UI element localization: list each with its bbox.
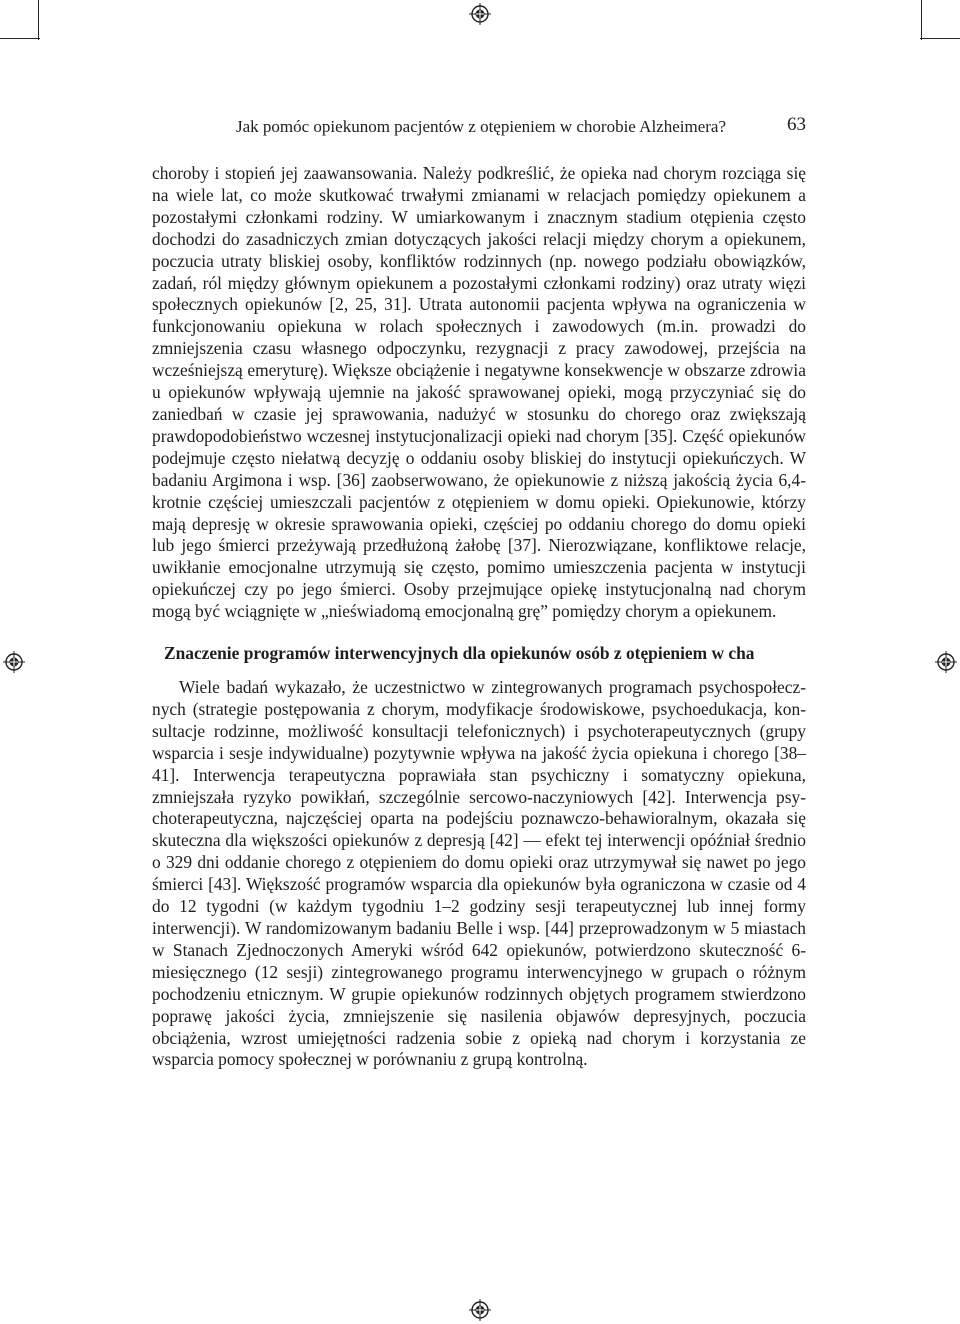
registration-mark-bottom-icon [469, 1299, 491, 1321]
crop-mark-top-left-horizontal [0, 38, 40, 39]
registration-mark-top-icon [469, 3, 491, 25]
registration-mark-right-icon [935, 651, 957, 673]
running-title: Jak pomóc opiekunom pacjentów z otępieniem w chorobie Alzheimera? [236, 117, 727, 136]
crop-mark-top-right-horizontal [920, 38, 960, 39]
crop-mark-top-right [921, 0, 922, 40]
running-header [152, 114, 806, 138]
main-text [152, 163, 806, 1071]
body-paragraph-1: choroby i stopień jej zaawansowania. Należy podkreślić, że opieka nad chorym rozciąga się na wiele lat, co może skutkować trwałymi zmianami w relacjach pomiędzy opiekunem a pozostałymi członkami rodziny. W umiarkowanym i znacznym stadium otępienia często dochodzi do zasadniczych zmian dotyczących jakości relacji między chorym a opiekunem, poczucia utraty bliskiej osoby, konfliktów rodzinnych (np. nowego podziału obowiązków, zadań, ról między głównym opiekunem a pozostałymi członkami rodziny) oraz utraty więzi społecznych opiekunów [2, 25, 31]. Utrata autonomii pacjenta wpływa na ograniczenia w funkcjonowaniu opiekuna w rolach społecznych i zawodowych (m.in. prowadzi do zmniejszenia czasu własnego odpoczynku, rezygnacji z pracy zawodowej, przejścia na wcześniejszą emeryturę). Większe obciążenie i negatywne konsekwencje w obszarze zdrowia u opiekunów wpływają ujemnie na jakość sprawowanej opieki, mogą przyczyniać się do zaniedbań w czasie jej sprawowania, nadużyć w stosunku do chorego oraz zwiększają prawdopodobieństwo wczesnej instytucjonalizacji opieki nad chorym [35]. Część opiekunów podejmuje często niełatwą decyzję o oddaniu osoby bliskiej do instytucji opiekuńczych. W badaniu Argimona i wsp. [36] zaobserwowano, że opiekunowie z niższą jakością życia 6,4-krotnie częściej umieszczali pacjentów z otępieniem w domu opieki. Opiekunowie, którzy mają depresję w okresie sprawowania opieki, częściej po oddaniu chorego do domu opieki lub jego śmierci przeżywają przedłużoną żałobę [37]. Nierozwiązane, konfliktowe relacje, uwikłanie emocjonalne utrzymują się często, pomimo umieszczenia pacjenta w instytucji opiekuńczej czy po jego śmierci. Osoby przejmujące opiekę instytucjonalną nad chorym mogą być wciągnięte w „nieświadomą emocjonalną grę” pomiędzy chorym a opiekunem. [152, 163, 806, 622]
body-paragraph-2: Wiele badań wykazało, że uczestnictwo w zintegrowanych programach psychospołecznych (strategie postępowania z chorym, modyfikacje środowiskowe, psychoedukacja, konsultacje rodzinne, możliwość konsultacji telefonicznych) i psychoterapeutycznych (grupy wsparcia i sesje indywidualne) pozytywnie wpływa na jakość życia opiekuna i chorego [38–41]. Interwencja terapeutyczna poprawiała stan psychiczny i somatyczny opiekuna, zmniejszała ryzyko powikłań, szczególnie sercowo-naczyniowych [42]. Interwencja psychoterapeutyczna, najczęściej oparta na podejściu poznawczo-behawioralnym, okazała się skuteczna dla większości opiekunów z depresją [42] — efekt tej interwencji opóźniał średnio o 329 dni oddanie chorego z otępieniem do domu opieki oraz utrzymywał się nawet po jego śmierci [43]. Większość programów wsparcia dla opiekunów była ograniczona w czasie od 4 do 12 tygodni (w każdym tygodniu 1–2 godziny sesji terapeutycznej lub innej formy interwencji). W randomizowanym badaniu Belle i wsp. [44] przeprowadzonym w 5 miastach w Stanach Zjednoczonych Ameryki wśród 642 opiekunów, potwierdzono skuteczność 6-miesięcznego (12 sesji) zintegrowanego programu interwencyjnego w grupach o różnym pochodzeniu etnicznym. W grupie opiekunów rodzinnych objętych programem stwierdzono poprawę jakości życia, zmniejszenie się nasilenia objawów depresyjnych, poczucia obciążenia, wzrost umiejętności radzenia sobie z opieką nad chorym i korzystania ze wsparcia pomocy społecznej w porównaniu z grupą kontrolną. [152, 677, 806, 1070]
page-number: 63 [787, 114, 806, 135]
crop-mark-top-left [38, 0, 39, 40]
section-heading: Znaczenie programów interwencyjnych dla opiekunów osób z otępieniem w cha [164, 643, 755, 664]
registration-mark-left-icon [3, 651, 25, 673]
